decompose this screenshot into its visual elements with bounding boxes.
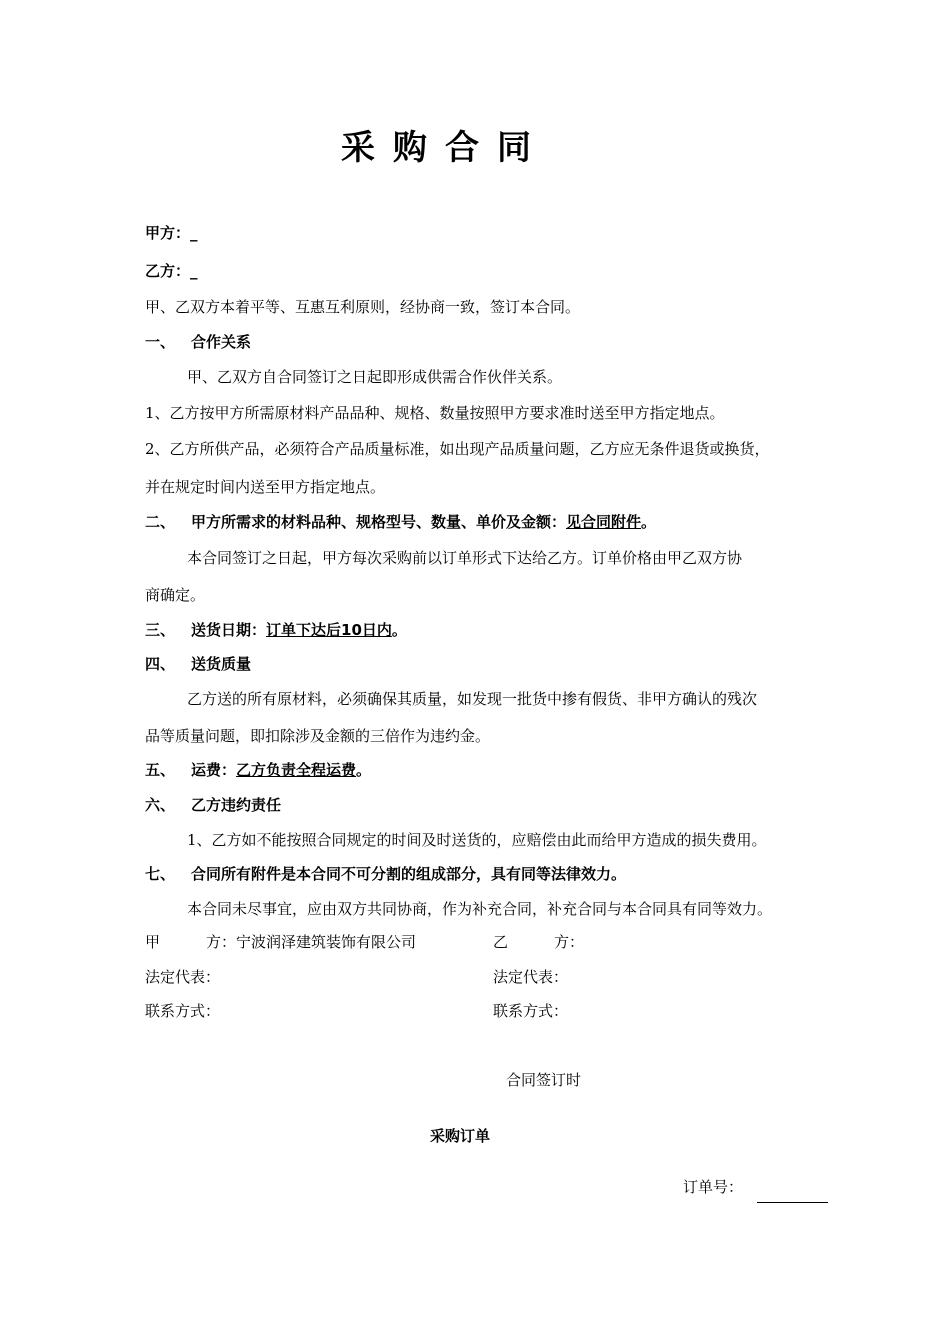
paragraph: 品等质量问题，即扣除涉及金额的三倍作为违约金。 xyxy=(145,727,491,745)
paragraph: 1、乙方按甲方所需原材料产品品种、规格、数量按照甲方要求准时送至甲方指定地点。 xyxy=(145,404,725,422)
signing-note: 合同签订时 xyxy=(506,1071,582,1089)
section-heading-text: 运费： xyxy=(191,761,237,779)
party-b-label: 乙方：_ xyxy=(145,262,198,280)
label: 方： xyxy=(554,933,585,951)
paragraph: 甲、乙双方自合同签订之日起即形成供需合作伙伴关系。 xyxy=(187,368,563,386)
section-heading-text: 合同所有附件是本合同不可分割的组成部分，具有同等法律效力。 xyxy=(191,865,627,883)
section-number: 一、 xyxy=(145,333,176,351)
section-heading-text: 乙方违约责任 xyxy=(191,796,282,814)
section-5-heading xyxy=(145,760,371,780)
section-heading-text: 甲方所需求的材料品种、规格型号、数量、单价及金额： xyxy=(191,513,567,531)
party-a-name: 宁波润泽建筑装饰有限公司 xyxy=(236,933,417,951)
paragraph: 乙方送的所有原材料，必须确保其质量，如发现一批货中掺有假货、非甲方确认的残次 xyxy=(187,690,758,708)
section-number: 三、 xyxy=(145,621,176,639)
order-number-blank xyxy=(757,1202,828,1203)
section-7-heading xyxy=(145,864,626,884)
section-heading-text: 合作关系 xyxy=(191,333,252,351)
section-4-heading xyxy=(145,654,251,674)
section-number: 五、 xyxy=(145,761,176,779)
section-number: 四、 xyxy=(145,655,176,673)
label: 乙 xyxy=(493,933,509,951)
paragraph: 本合同签订之日起，甲方每次采购前以订单形式下达给乙方。订单价格由甲乙双方协 xyxy=(187,549,743,567)
label: 方： xyxy=(206,933,237,951)
punctuation: 。 xyxy=(391,621,407,639)
party-b-signature xyxy=(493,932,584,952)
party-a-signature xyxy=(145,932,416,952)
order-title: 采购订单 xyxy=(430,1127,491,1145)
party-b-contact: 联系方式： xyxy=(493,1002,569,1020)
party-a-label: 甲方：_ xyxy=(145,224,198,242)
punctuation: 。 xyxy=(356,761,372,779)
punctuation: 。 xyxy=(641,513,657,531)
section-number: 七、 xyxy=(145,865,176,883)
underlined-text: 见合同附件 xyxy=(566,513,642,531)
underlined-text: 乙方负责全程运费 xyxy=(236,761,357,779)
intro-paragraph: 甲、乙双方本着平等、互惠互利原则，经协商一致，签订本合同。 xyxy=(145,298,581,316)
party-a-contact: 联系方式： xyxy=(145,1002,221,1020)
section-6-heading xyxy=(145,795,281,815)
paragraph: 2、乙方所供产品，必须符合产品质量标准，如出现产品质量问题，乙方应无条件退货或换货， xyxy=(145,440,770,458)
section-2-heading xyxy=(145,512,656,532)
paragraph: 本合同未尽事宜，应由双方共同协商，作为补充合同，补充合同与本合同具有同等效力。 xyxy=(187,900,773,918)
party-a-representative: 法定代表： xyxy=(145,968,221,986)
section-number: 六、 xyxy=(145,796,176,814)
party-b-representative: 法定代表： xyxy=(493,968,569,986)
underlined-text: 订单下达后10日内 xyxy=(266,621,392,639)
order-number-label: 订单号： xyxy=(683,1178,744,1196)
section-heading-text: 送货质量 xyxy=(191,655,252,673)
paragraph: 商确定。 xyxy=(145,586,206,604)
section-1-heading xyxy=(145,332,251,352)
label: 甲 xyxy=(145,933,161,951)
section-heading-text: 送货日期： xyxy=(191,621,267,639)
paragraph: 1、乙方如不能按照合同规定的时间及时送货的，应赔偿由此而给甲方造成的损失费用。 xyxy=(187,831,767,849)
section-3-heading xyxy=(145,620,407,640)
paragraph: 并在规定时间内送至甲方指定地点。 xyxy=(145,478,386,496)
section-number: 二、 xyxy=(145,513,176,531)
document-title: 采购合同 xyxy=(341,128,549,168)
